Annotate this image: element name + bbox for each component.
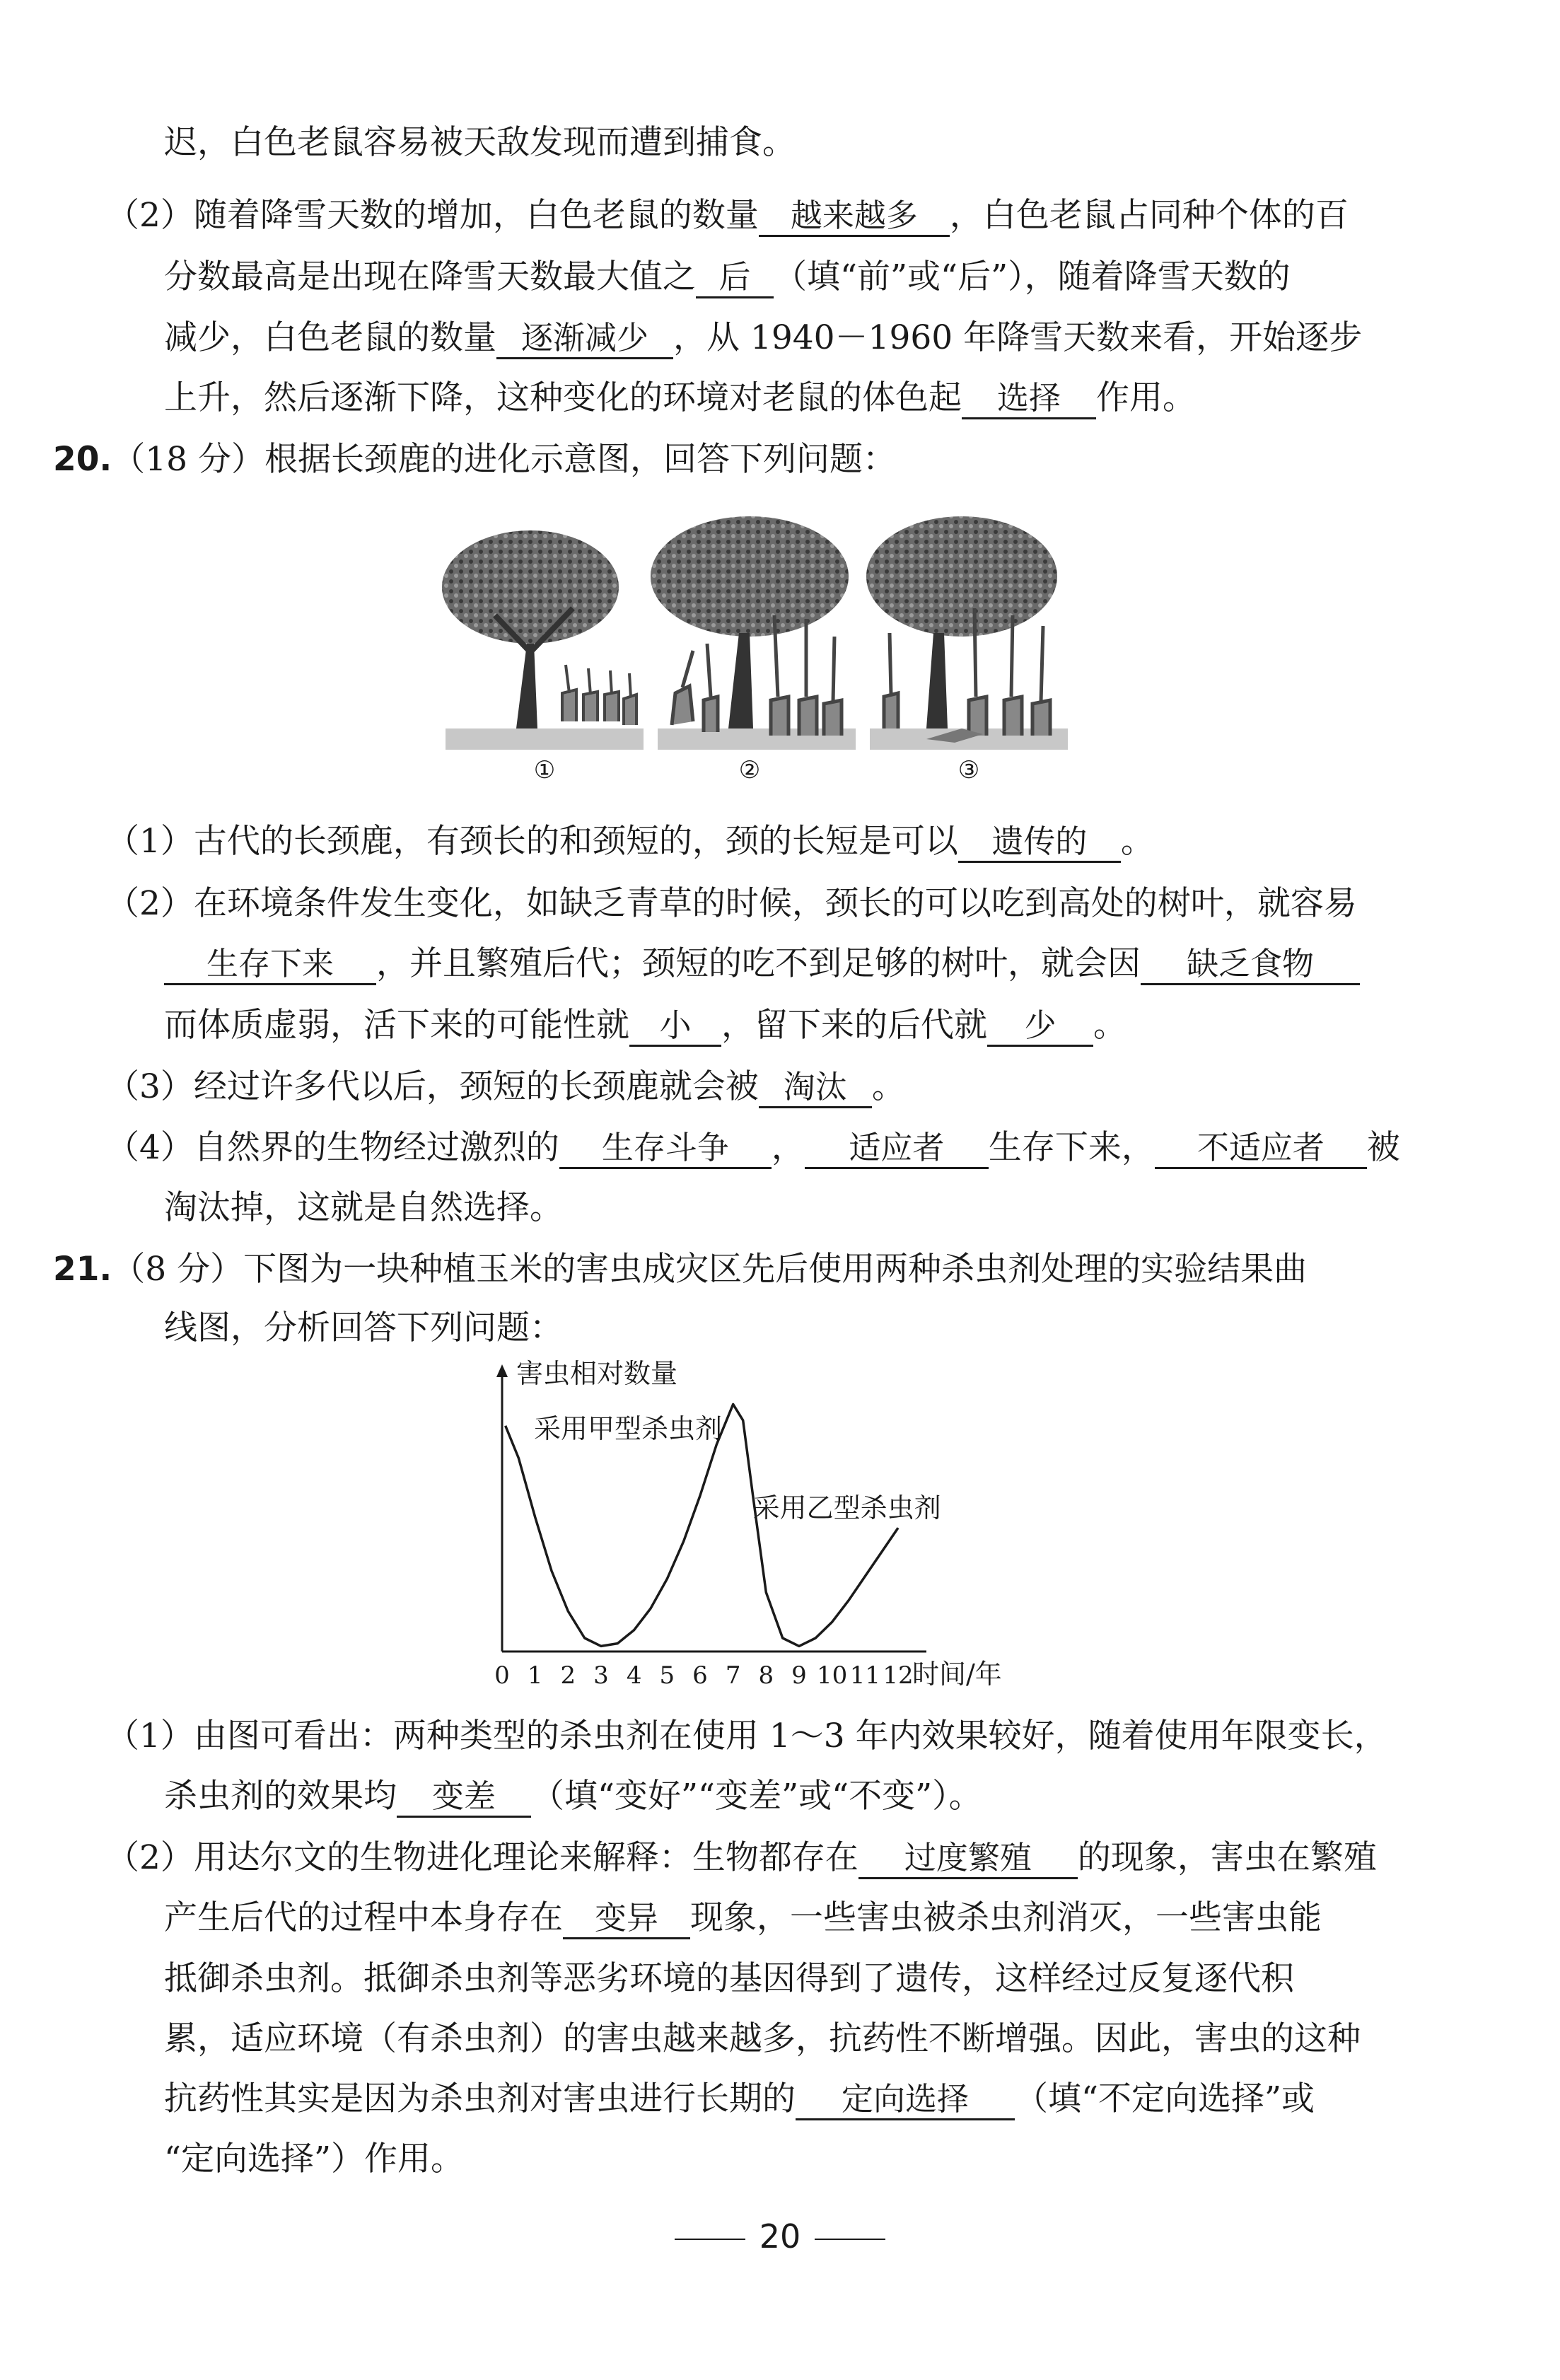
q21-sub2-line-1: （2）用达尔文的生物进化理论来解释：生物都存在 过度繁殖 的现象，害虫在繁殖 — [106, 1837, 1377, 1879]
answer-blank: 少 — [987, 1006, 1093, 1047]
page-number: 20 — [0, 2217, 1560, 2256]
page-number-dash-left — [675, 2239, 745, 2240]
y-axis-arrow — [496, 1364, 508, 1377]
x-axis-label: 时间/年 — [912, 1659, 1002, 1690]
q21-sub1-line-2: 杀虫剂的效果均 变差 （填“变好”“变差”或“不变”）。 — [164, 1775, 982, 1818]
y-axis-label: 害虫相对数量 — [516, 1358, 678, 1389]
giraffe-panel-2 — [651, 516, 856, 750]
q21-sub2-line-4: 累，适应环境（有杀虫剂）的害虫越来越多，抗药性不断增强。因此，害虫的这种 — [164, 2019, 1361, 2058]
pest-population-chart — [467, 1354, 1103, 1701]
answer-blank: 后 — [696, 258, 774, 298]
x-tick-label: 12 — [883, 1661, 914, 1690]
q20-sub4-line-2: 淘汰掉，这就是自然选择。 — [164, 1188, 563, 1227]
question-number: 21. — [53, 1250, 112, 1289]
q21-sub1-line-1: （1）由图可看出：两种类型的杀虫剂在使用 1～3 年内效果较好，随着使用年限变长， — [106, 1717, 1387, 1755]
figure-label-2: ② — [738, 756, 761, 784]
q19-part2-line-4: 上升，然后逐渐下降，这种变化的环境对老鼠的体色起 选择 作用。 — [164, 377, 1196, 419]
x-tick-label: 7 — [725, 1661, 741, 1690]
x-tick-label: 11 — [849, 1661, 880, 1690]
giraffe-panel-3 — [866, 516, 1068, 750]
annotation-type-a: 采用甲型杀虫剂 — [534, 1413, 723, 1444]
x-tick-label: 5 — [659, 1661, 675, 1690]
answer-blank: 变差 — [397, 1777, 531, 1818]
q20-sub4-line-1: （4）自然界的生物经过激烈的 生存斗争 ， 适应者 生存下来， 不适应者 被 — [106, 1127, 1400, 1169]
answer-blank: 过度繁殖 — [858, 1839, 1078, 1879]
q21-sub2-line-5: 抗药性其实是因为杀虫剂对害虫进行长期的 定向选择 （填“不定向选择”或 — [164, 2078, 1315, 2120]
q19-part2-line-2: 分数最高是出现在降雪天数最大值之 后 （填“前”或“后”），随着降雪天数的 — [164, 256, 1291, 298]
x-tick-label: 9 — [791, 1661, 807, 1690]
answer-blank: 小 — [629, 1006, 721, 1047]
q20-stem: 20.（18 分）根据长颈鹿的进化示意图，回答下列问题： — [53, 440, 897, 479]
question-number: 20. — [53, 440, 112, 479]
answer-blank: 生存下来 — [164, 945, 376, 985]
answer-blank: 越来越多 — [759, 197, 950, 237]
answer-blank: 变异 — [563, 1899, 690, 1939]
q20-sub2-line-3: 而体质虚弱，活下来的可能性就 小 ，留下来的后代就 少 。 — [164, 1004, 1127, 1047]
q21-stem-line-2: 线图，分析回答下列问题： — [164, 1308, 563, 1347]
q20-sub3: （3）经过许多代以后，颈短的长颈鹿就会被 淘汰 。 — [106, 1066, 905, 1108]
x-tick-label: 10 — [817, 1661, 848, 1690]
answer-blank: 适应者 — [805, 1129, 989, 1169]
answer-blank: 定向选择 — [796, 2080, 1015, 2120]
annotation-type-b: 采用乙型杀虫剂 — [752, 1492, 941, 1523]
answer-blank: 不适应者 — [1155, 1129, 1367, 1169]
giraffe-panel-1 — [442, 530, 644, 750]
x-tick-label: 3 — [593, 1661, 609, 1690]
x-tick-label: 0 — [494, 1661, 510, 1690]
answer-blank: 缺乏食物 — [1141, 945, 1360, 985]
figure-label-3: ③ — [957, 756, 980, 784]
x-tick-label: 1 — [527, 1661, 543, 1690]
q19-line-1: 迟，白色老鼠容易被天敌发现而遭到捕食。 — [164, 123, 796, 162]
q19-part2-line-3: 减少，白色老鼠的数量 逐渐减少 ，从 1940－1960 年降雪天数来看，开始逐步 — [164, 317, 1362, 359]
answer-blank: 选择 — [962, 379, 1096, 419]
giraffe-evolution-figure — [438, 509, 1075, 785]
x-tick-label: 2 — [560, 1661, 576, 1690]
page-number-dash-right — [815, 2239, 885, 2240]
q21-sub2-line-3: 抵御杀虫剂。抵御杀虫剂等恶劣环境的基因得到了遗传，这样经过反复逐代积 — [164, 1959, 1294, 1998]
q20-sub1: （1）古代的长颈鹿，有颈长的和颈短的，颈的长短是可以 遗传的 。 — [106, 820, 1154, 863]
answer-blank: 逐渐减少 — [496, 319, 673, 359]
q20-sub2-line-2: 生存下来 ，并且繁殖后代；颈短的吃不到足够的树叶，就会因 缺乏食物 — [164, 943, 1360, 985]
q21-sub2-line-6: “定向选择”）作用。 — [164, 2140, 465, 2178]
q19-part2-line-1: （2）随着降雪天数的增加，白色老鼠的数量 越来越多 ，白色老鼠占同种个体的百 — [106, 195, 1349, 237]
q21-sub2-line-2: 产生后代的过程中本身存在 变异 现象，一些害虫被杀虫剂消灭，一些害虫能 — [164, 1897, 1322, 1939]
answer-blank: 遗传的 — [958, 823, 1121, 863]
figure-label-1: ① — [533, 756, 556, 784]
answer-blank: 生存斗争 — [559, 1129, 772, 1169]
x-tick-label: 8 — [758, 1661, 774, 1690]
q21-stem-line-1: 21.（8 分）下图为一块种植玉米的害虫成灾区先后使用两种杀虫剂处理的实验结果曲 — [53, 1250, 1308, 1289]
x-tick-label: 4 — [626, 1661, 642, 1690]
answer-blank: 淘汰 — [759, 1068, 872, 1108]
q20-sub2-line-1: （2）在环境条件发生变化，如缺乏青草的时候，颈长的可以吃到高处的树叶，就容易 — [106, 884, 1357, 923]
x-tick-label: 6 — [692, 1661, 708, 1690]
